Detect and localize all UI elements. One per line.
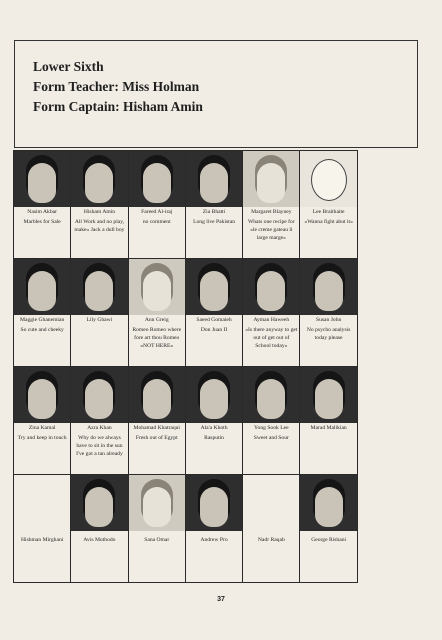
student-name: Nadr Raqab bbox=[257, 537, 285, 543]
student-card bbox=[242, 150, 300, 259]
student-name: Saeed Gomaieh bbox=[196, 317, 232, 323]
student-caption bbox=[188, 209, 240, 226]
student-card bbox=[242, 258, 300, 367]
student-name: Ala'a Khoth bbox=[200, 425, 228, 431]
student-photo bbox=[243, 367, 299, 423]
student-caption bbox=[16, 425, 68, 442]
student-name: Maggie Ghanemian bbox=[20, 317, 65, 323]
portrait-figure bbox=[143, 379, 171, 419]
student-photo bbox=[186, 151, 242, 207]
portrait-figure bbox=[28, 163, 56, 203]
student-card bbox=[70, 258, 128, 367]
portrait-figure bbox=[143, 271, 171, 311]
student-card bbox=[70, 150, 128, 259]
student-caption bbox=[131, 209, 183, 226]
student-name: Avis Muthodo bbox=[83, 537, 116, 543]
student-photo bbox=[71, 475, 127, 531]
student-name: Marad Malikian bbox=[310, 425, 347, 431]
student-name: Ayman Haweeh bbox=[253, 317, 290, 323]
student-card bbox=[299, 258, 357, 367]
student-card bbox=[128, 150, 186, 259]
student-name: Yong Sook Lee bbox=[254, 425, 289, 431]
student-caption bbox=[302, 425, 354, 432]
student-photo bbox=[71, 259, 127, 315]
student-photo bbox=[186, 259, 242, 315]
student-name: George Rishani bbox=[311, 537, 347, 543]
student-card bbox=[13, 474, 71, 583]
portrait-figure bbox=[315, 379, 343, 419]
student-photo bbox=[14, 259, 70, 315]
student-caption bbox=[188, 537, 240, 544]
student-motto: «Wanna fight abut it» bbox=[304, 219, 353, 225]
student-name: Zina Kamal bbox=[28, 425, 56, 431]
empty-photo-slot bbox=[14, 475, 70, 531]
portrait-figure bbox=[85, 379, 113, 419]
student-motto: «Is there anyway to get out of get out of School today» bbox=[245, 327, 298, 349]
student-caption bbox=[73, 317, 125, 324]
portrait-figure bbox=[315, 271, 343, 311]
student-name: Susan John bbox=[315, 317, 342, 323]
student-photo bbox=[243, 259, 299, 315]
student-photo bbox=[300, 259, 356, 315]
student-caption bbox=[73, 209, 125, 234]
portrait-figure bbox=[200, 271, 228, 311]
student-caption bbox=[73, 537, 125, 544]
student-photo bbox=[129, 259, 185, 315]
portrait-figure bbox=[257, 379, 285, 419]
student-card bbox=[185, 474, 243, 583]
student-motto: Marbles for Sale bbox=[23, 219, 61, 225]
student-motto: Romeo Romeo where fore art thou Romeo «NOT HERE» bbox=[132, 327, 182, 349]
student-card bbox=[299, 366, 357, 475]
portrait-figure bbox=[257, 163, 285, 203]
student-photo bbox=[129, 151, 185, 207]
student-card bbox=[128, 258, 186, 367]
portrait-figure bbox=[143, 163, 171, 203]
student-motto: Long live Pakistan bbox=[193, 219, 236, 225]
student-name: Lee Braithaite bbox=[312, 209, 345, 215]
student-card bbox=[70, 366, 128, 475]
student-grid bbox=[13, 150, 357, 582]
portrait-figure bbox=[257, 271, 285, 311]
student-caption bbox=[245, 537, 297, 544]
student-photo bbox=[300, 151, 356, 207]
student-caption bbox=[188, 425, 240, 442]
student-card bbox=[185, 150, 243, 259]
student-caption bbox=[16, 317, 68, 334]
student-motto: Fresh out of Egypt bbox=[135, 435, 178, 441]
portrait-figure bbox=[200, 487, 228, 527]
student-motto: Try and keep in touch bbox=[17, 435, 67, 441]
form-captain: Form Captain: Hisham Amin bbox=[33, 99, 203, 114]
student-name: Hishman Mirghani bbox=[20, 537, 64, 543]
student-card bbox=[242, 366, 300, 475]
student-name: Zia Bhatti bbox=[202, 209, 226, 215]
student-photo bbox=[129, 475, 185, 531]
student-caption bbox=[188, 317, 240, 334]
student-name: Ann Greig bbox=[144, 317, 169, 323]
student-caption bbox=[16, 537, 68, 544]
student-photo bbox=[129, 367, 185, 423]
form-header-box bbox=[14, 40, 418, 148]
student-card bbox=[299, 150, 357, 259]
student-caption bbox=[245, 209, 297, 242]
portrait-figure bbox=[315, 487, 343, 527]
form-title: Lower Sixth bbox=[33, 59, 104, 74]
student-photo bbox=[300, 475, 356, 531]
student-photo bbox=[71, 151, 127, 207]
student-card bbox=[299, 474, 357, 583]
student-caption bbox=[302, 317, 354, 342]
student-motto: Why do we always have to sit in the sun I've got a tan already bbox=[76, 435, 123, 457]
portrait-figure bbox=[28, 271, 56, 311]
student-name: Fareed Al-iraj bbox=[141, 209, 173, 215]
student-caption bbox=[131, 317, 183, 350]
portrait-figure bbox=[85, 163, 113, 203]
form-teacher: Form Teacher: Miss Holman bbox=[33, 79, 200, 94]
student-motto: Don Juan II bbox=[200, 327, 228, 333]
student-motto: Whats one recipe for «le creme gateau li large marge» bbox=[247, 219, 295, 241]
student-card bbox=[128, 366, 186, 475]
cartoon-drawing bbox=[311, 159, 347, 201]
student-motto: no comment bbox=[142, 219, 171, 225]
student-name: Hisham Amin bbox=[83, 209, 116, 215]
student-motto: So cute and cheeky bbox=[20, 327, 64, 333]
student-card bbox=[13, 366, 71, 475]
portrait-figure bbox=[200, 379, 228, 419]
student-name: Andrew Pro bbox=[200, 537, 228, 543]
student-card bbox=[13, 258, 71, 367]
student-name: Nasim Akbar bbox=[27, 209, 57, 215]
student-card bbox=[128, 474, 186, 583]
student-caption bbox=[131, 425, 183, 442]
student-photo bbox=[243, 151, 299, 207]
student-name: Lily Ghawi bbox=[86, 317, 113, 323]
student-name: Azra Khan bbox=[87, 425, 112, 431]
portrait-figure bbox=[85, 487, 113, 527]
student-motto: No psycho analysis today please bbox=[306, 327, 351, 341]
student-photo bbox=[14, 367, 70, 423]
student-caption bbox=[16, 209, 68, 226]
student-photo bbox=[186, 475, 242, 531]
student-photo bbox=[300, 367, 356, 423]
student-card bbox=[13, 150, 71, 259]
student-motto: Sweet and Sour bbox=[253, 435, 289, 441]
empty-photo-slot bbox=[243, 475, 299, 531]
student-photo bbox=[186, 367, 242, 423]
portrait-figure bbox=[200, 163, 228, 203]
student-card bbox=[185, 366, 243, 475]
student-photo bbox=[71, 367, 127, 423]
portrait-figure bbox=[85, 271, 113, 311]
portrait-figure bbox=[143, 487, 171, 527]
portrait-figure bbox=[28, 379, 56, 419]
page-number: 37 bbox=[217, 596, 225, 603]
student-caption bbox=[302, 209, 354, 226]
student-caption bbox=[73, 425, 125, 458]
student-caption bbox=[302, 537, 354, 544]
student-caption bbox=[245, 425, 297, 442]
student-card bbox=[242, 474, 300, 583]
student-motto: All Work and no play, make» Jack a dull boy bbox=[74, 219, 125, 233]
student-name: Margaret Blayney bbox=[251, 209, 292, 215]
student-motto: Rasputin bbox=[204, 435, 224, 441]
student-caption bbox=[131, 537, 183, 544]
student-name: Mohamad Khatraqui bbox=[133, 425, 180, 431]
student-name: Sana Omar bbox=[144, 537, 170, 543]
student-card bbox=[70, 474, 128, 583]
student-caption bbox=[245, 317, 297, 350]
student-photo bbox=[14, 151, 70, 207]
student-card bbox=[185, 258, 243, 367]
